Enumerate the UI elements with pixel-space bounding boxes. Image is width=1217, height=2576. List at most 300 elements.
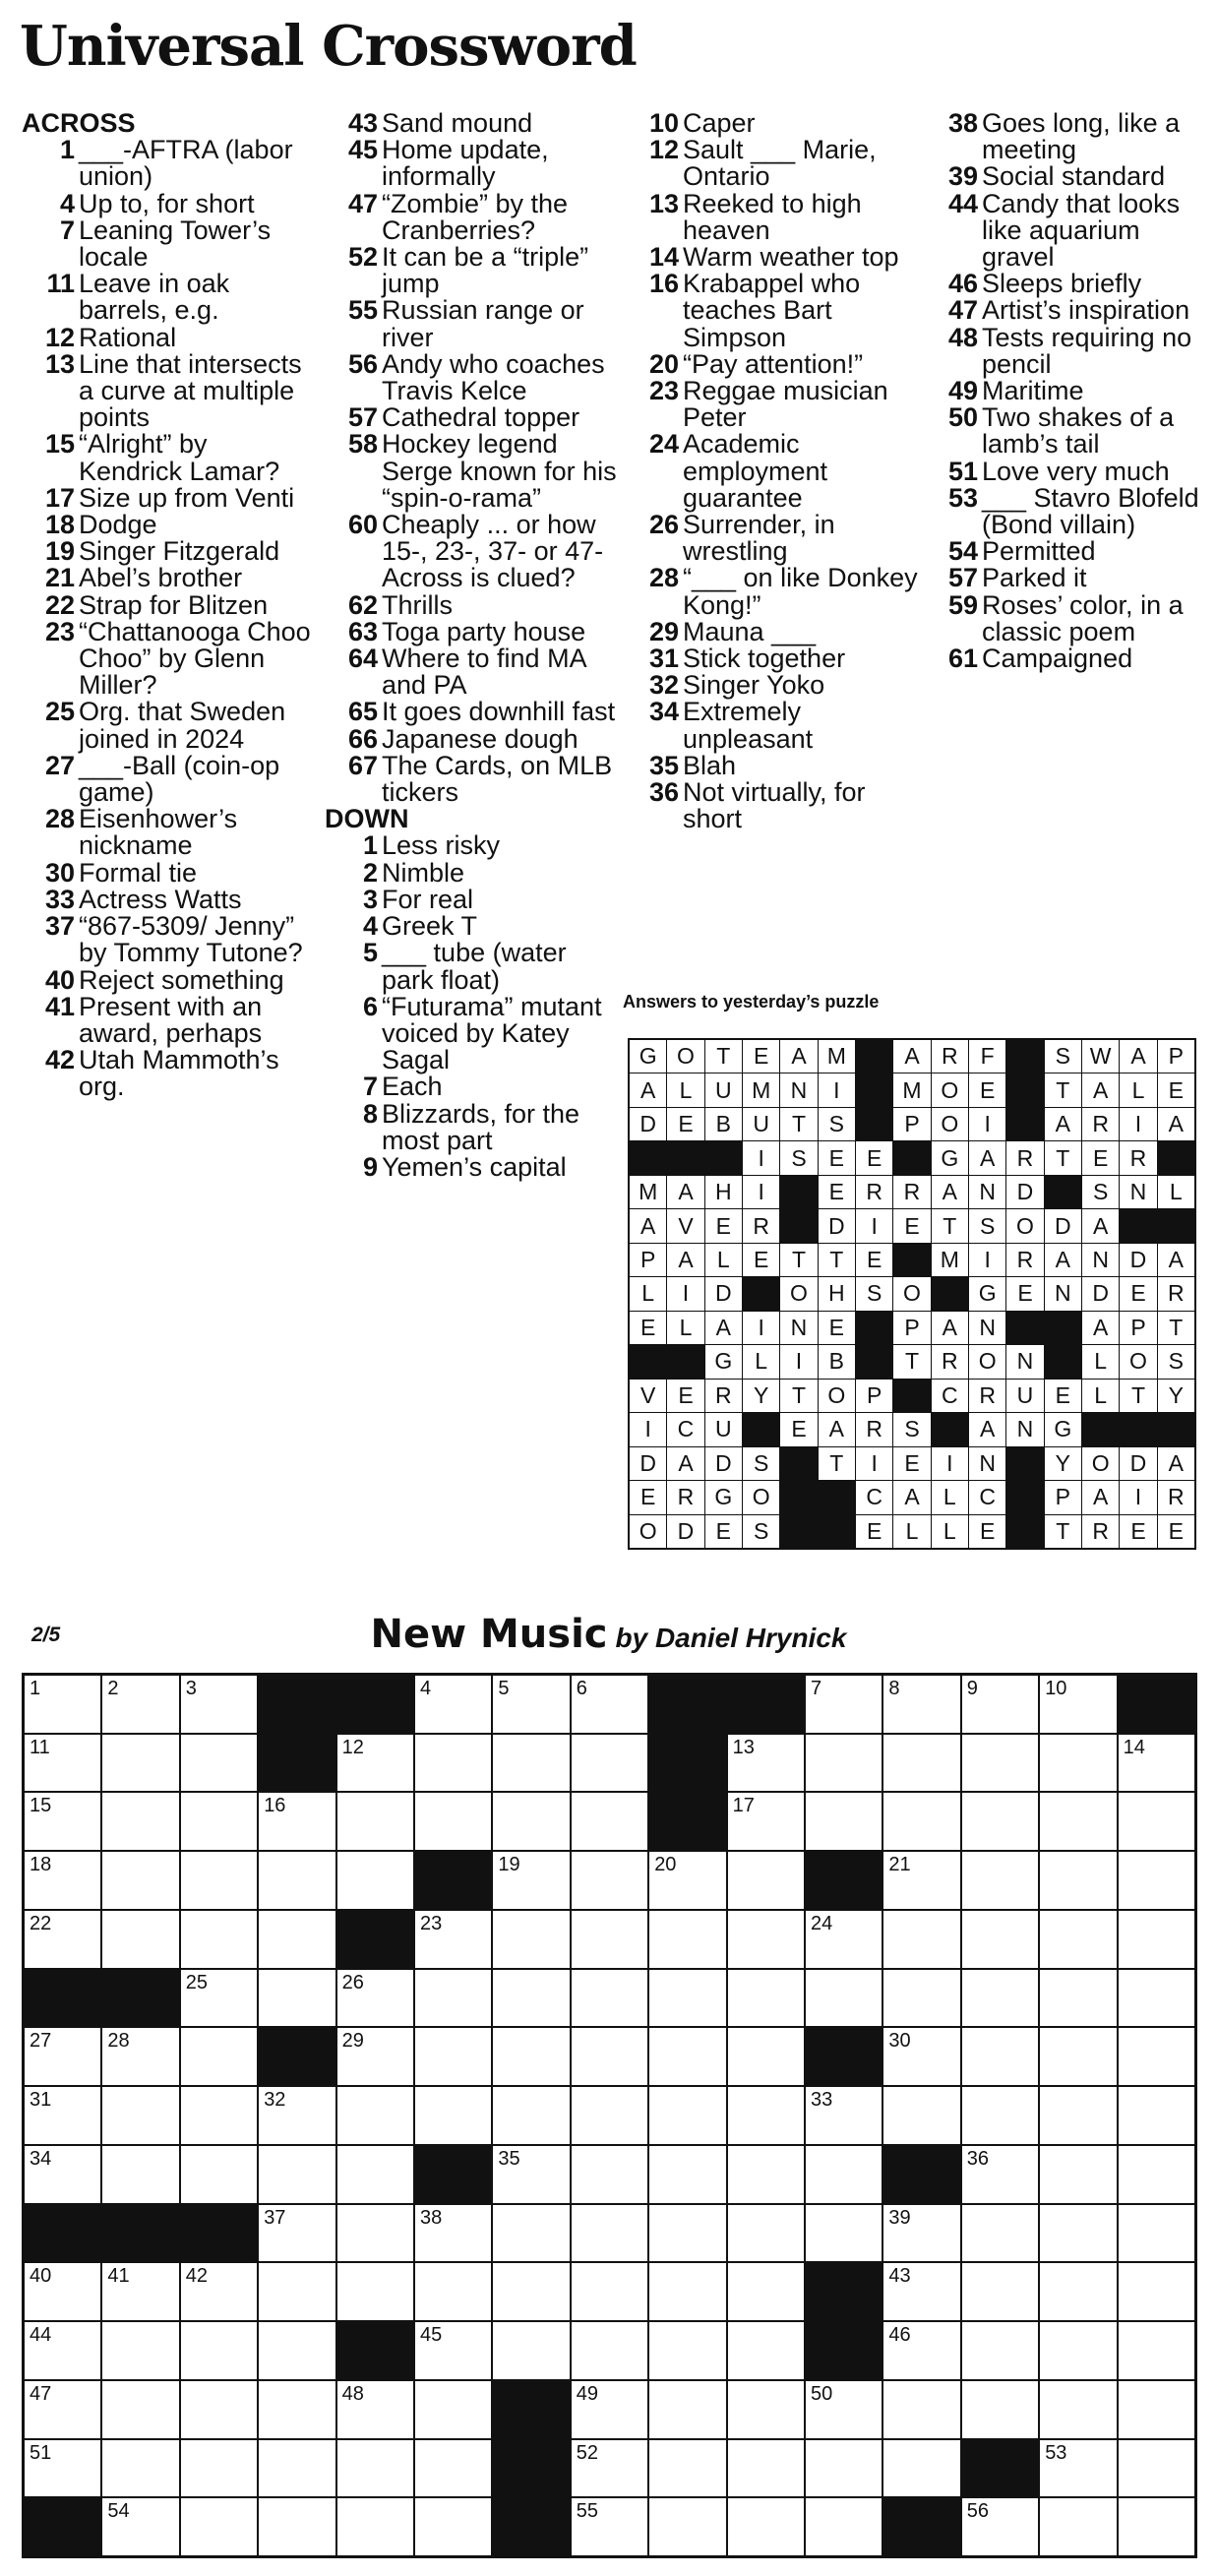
grid-cell[interactable]: [415, 1676, 491, 1733]
grid-cell[interactable]: [649, 2028, 725, 2085]
grid-cell[interactable]: [572, 1852, 647, 1909]
grid-cell[interactable]: [1040, 2263, 1116, 2320]
grid-cell[interactable]: [25, 2146, 100, 2203]
grid-cell[interactable]: [962, 2205, 1038, 2262]
grid-cell[interactable]: [415, 2498, 491, 2555]
grid-cell[interactable]: [1119, 2440, 1194, 2497]
clue-item: [22, 431, 317, 484]
grid-cell[interactable]: [1040, 1852, 1116, 1909]
grid-cell[interactable]: [806, 2440, 882, 2497]
grid-cell[interactable]: [1040, 2322, 1116, 2379]
clue-text: Blizzards, for the most part: [382, 1098, 580, 1155]
grid-cell[interactable]: [962, 2087, 1038, 2144]
grid-cell[interactable]: [649, 2087, 725, 2144]
clue-text: Not virtually, for short: [683, 777, 866, 834]
grid-cell[interactable]: [25, 2263, 100, 2320]
clue-number: 33: [44, 884, 75, 914]
clue-item: [22, 271, 317, 324]
clue-text: Leaning Tower’s locale: [79, 215, 272, 273]
grid-cell[interactable]: [883, 2205, 959, 2262]
answer-cell: S: [1158, 1345, 1194, 1378]
grid-cell[interactable]: [102, 2322, 178, 2379]
grid-cell[interactable]: [493, 1852, 569, 1909]
answer-cell: E: [743, 1040, 779, 1073]
answer-black-cell: [743, 1413, 779, 1445]
grid-cell[interactable]: [806, 1911, 882, 1968]
clue-number: 65: [347, 697, 378, 727]
grid-cell[interactable]: [1119, 2498, 1194, 2555]
grid-cell[interactable]: [728, 1970, 804, 2027]
answer-cell: I: [780, 1345, 817, 1378]
clue-text: Utah Mammoth’s org.: [79, 1045, 279, 1102]
grid-cell[interactable]: [806, 1676, 882, 1733]
grid-cell[interactable]: [259, 1970, 335, 2027]
grid-cell[interactable]: [181, 2146, 257, 2203]
grid-cell[interactable]: [259, 2087, 335, 2144]
grid-cell[interactable]: [1040, 2028, 1116, 2085]
grid-cell[interactable]: [572, 2498, 647, 2555]
clue-item: [22, 913, 317, 966]
grid-cell[interactable]: [1119, 1793, 1194, 1850]
answer-cell: A: [1082, 1209, 1119, 1242]
clue-text: Love very much: [982, 456, 1170, 486]
grid-cell[interactable]: [572, 2146, 647, 2203]
grid-cell[interactable]: [1040, 2087, 1116, 2144]
grid-cell[interactable]: [962, 2146, 1038, 2203]
grid-cell[interactable]: [102, 2498, 178, 2555]
grid-cell[interactable]: [493, 2087, 569, 2144]
grid-cell[interactable]: [572, 1676, 647, 1733]
grid-cell[interactable]: [1119, 2087, 1194, 2144]
grid-cell[interactable]: [259, 2440, 335, 2497]
grid-cell[interactable]: [415, 1793, 491, 1850]
clue-number: 31: [648, 644, 679, 674]
answer-black-cell: [780, 1515, 817, 1548]
grid-cell[interactable]: [649, 2146, 725, 2203]
answer-cell: S: [856, 1277, 892, 1310]
answer-grid: [628, 1038, 1196, 1550]
grid-cell[interactable]: [1040, 2205, 1116, 2262]
answer-cell: I: [743, 1312, 779, 1344]
grid-cell[interactable]: [1119, 2381, 1194, 2438]
grid-cell[interactable]: [649, 2440, 725, 2497]
grid-cell[interactable]: [1119, 1970, 1194, 2027]
answer-cell: A: [1082, 1312, 1119, 1344]
clue-item: [626, 512, 919, 565]
grid-cell[interactable]: [728, 2263, 804, 2320]
grid-cell[interactable]: [962, 1970, 1038, 2027]
grid-cell[interactable]: [572, 2205, 647, 2262]
grid-cell[interactable]: [102, 1852, 178, 1909]
clue-number: 4: [59, 188, 75, 218]
grid-cell[interactable]: [337, 2381, 413, 2438]
grid-cell[interactable]: [806, 1793, 882, 1850]
grid-cell[interactable]: [181, 2087, 257, 2144]
answer-cell: Y: [743, 1380, 779, 1412]
grid-cell[interactable]: [1119, 1735, 1194, 1792]
grid-cell[interactable]: [572, 2322, 647, 2379]
grid-cell[interactable]: [25, 2087, 100, 2144]
clue-number: 45: [347, 135, 378, 165]
grid-cell[interactable]: [883, 2440, 959, 2497]
answer-cell: L: [705, 1244, 742, 1276]
grid-cell[interactable]: [962, 2263, 1038, 2320]
clue-number: 7: [59, 215, 75, 245]
clue-text: Dodge: [79, 510, 157, 540]
grid-cell[interactable]: [1040, 1735, 1116, 1792]
clue-number: 64: [347, 644, 378, 674]
grid-cell[interactable]: [1119, 2205, 1194, 2262]
grid-cell-number: 21: [888, 1854, 911, 1876]
grid-cell[interactable]: [493, 1793, 569, 1850]
grid-cell[interactable]: [337, 1735, 413, 1792]
clue-item: [22, 565, 317, 591]
clue-text: Up to, for short: [79, 188, 255, 218]
grid-cell[interactable]: [728, 2498, 804, 2555]
grid-cell[interactable]: [259, 2498, 335, 2555]
grid-cell[interactable]: [572, 1911, 647, 1968]
answer-cell: L: [893, 1515, 930, 1548]
answer-cell: C: [667, 1413, 703, 1445]
grid-cell[interactable]: [337, 1793, 413, 1850]
grid-cell[interactable]: [962, 1911, 1038, 1968]
clue-text: Sault ___ Marie, Ontario: [683, 135, 877, 192]
grid-cell[interactable]: [259, 2322, 335, 2379]
grid-cell[interactable]: [337, 2205, 413, 2262]
grid-cell[interactable]: [102, 1735, 178, 1792]
grid-cell[interactable]: [259, 1911, 335, 1968]
grid-cell[interactable]: [962, 1852, 1038, 1909]
grid-black-square: [806, 2322, 882, 2379]
grid-cell[interactable]: [181, 2322, 257, 2379]
grid-cell[interactable]: [493, 1911, 569, 1968]
grid-cell[interactable]: [181, 2440, 257, 2497]
answer-cell: N: [1082, 1244, 1119, 1276]
clue-item: [325, 857, 620, 888]
grid-cell-number: 12: [341, 1736, 364, 1758]
clue-item: [325, 431, 620, 512]
grid-cell[interactable]: [806, 1735, 882, 1792]
grid-cell[interactable]: [337, 2146, 413, 2203]
grid-cell[interactable]: [102, 2263, 178, 2320]
answer-black-cell: [1158, 1209, 1194, 1242]
grid-cell[interactable]: [572, 1735, 647, 1792]
grid-cell[interactable]: [337, 2498, 413, 2555]
grid-cell[interactable]: [102, 2146, 178, 2203]
grid-cell[interactable]: [962, 2498, 1038, 2555]
grid-cell[interactable]: [728, 1735, 804, 1792]
grid-cell[interactable]: [25, 1852, 100, 1909]
answer-cell: P: [630, 1244, 666, 1276]
grid-cell[interactable]: [415, 2028, 491, 2085]
grid-cell[interactable]: [181, 2028, 257, 2085]
grid-cell[interactable]: [415, 2440, 491, 2497]
grid-cell[interactable]: [25, 2322, 100, 2379]
grid-cell[interactable]: [337, 2028, 413, 2085]
grid-cell[interactable]: [493, 1676, 569, 1733]
grid-cell[interactable]: [572, 2028, 647, 2085]
grid-cell[interactable]: [25, 1676, 100, 1733]
grid-cell[interactable]: [181, 2263, 257, 2320]
grid-cell[interactable]: [728, 2087, 804, 2144]
grid-cell[interactable]: [728, 1911, 804, 1968]
grid-cell[interactable]: [883, 2322, 959, 2379]
grid-cell[interactable]: [572, 2381, 647, 2438]
grid-cell[interactable]: [181, 1911, 257, 1968]
clue-item: [22, 806, 317, 859]
grid-cell[interactable]: [962, 2322, 1038, 2379]
answer-black-cell: [780, 1447, 817, 1480]
grid-cell[interactable]: [415, 1735, 491, 1792]
grid-cell[interactable]: [493, 1970, 569, 2027]
grid-cell[interactable]: [572, 2440, 647, 2497]
grid-cell[interactable]: [883, 1970, 959, 2027]
grid-cell-number: 52: [576, 2441, 599, 2464]
grid-cell[interactable]: [102, 2381, 178, 2438]
grid-cell[interactable]: [728, 2205, 804, 2262]
grid-cell[interactable]: [883, 1911, 959, 1968]
clue-number: 41: [44, 991, 75, 1021]
grid-cell[interactable]: [649, 1911, 725, 1968]
grid-cell[interactable]: [649, 2205, 725, 2262]
grid-cell[interactable]: [1119, 2263, 1194, 2320]
grid-cell[interactable]: [883, 1735, 959, 1792]
grid-cell[interactable]: [102, 1676, 178, 1733]
clue-item: [626, 348, 919, 379]
grid-cell[interactable]: [728, 1852, 804, 1909]
grid-cell-number: 37: [264, 2206, 286, 2229]
grid-cell[interactable]: [1119, 2322, 1194, 2379]
grid-cell[interactable]: [1040, 2146, 1116, 2203]
grid-cell[interactable]: [493, 2205, 569, 2262]
grid-cell[interactable]: [962, 1735, 1038, 1792]
grid-cell[interactable]: [181, 2498, 257, 2555]
grid-cell[interactable]: [962, 2381, 1038, 2438]
grid-cell[interactable]: [415, 2381, 491, 2438]
grid-cell[interactable]: [259, 2146, 335, 2203]
answer-cell: E: [856, 1515, 892, 1548]
clue-item: [325, 188, 620, 245]
grid-cell[interactable]: [415, 1911, 491, 1968]
grid-cell[interactable]: [102, 2028, 178, 2085]
grid-cell[interactable]: [415, 2263, 491, 2320]
grid-cell[interactable]: [649, 2498, 725, 2555]
clue-number: 47: [347, 188, 378, 218]
answer-cell: S: [1082, 1176, 1119, 1208]
clue-text: Thrills: [382, 589, 453, 620]
grid-cell[interactable]: [259, 2381, 335, 2438]
answer-cell: O: [969, 1345, 1005, 1378]
grid-cell-number: 17: [732, 1795, 755, 1817]
grid-cell[interactable]: [181, 1676, 257, 1733]
grid-cell[interactable]: [415, 1970, 491, 2027]
grid-black-square: [102, 2205, 178, 2262]
grid-cell[interactable]: [25, 2440, 100, 2497]
grid-cell-number: 24: [811, 1912, 833, 1934]
grid-black-square: [259, 1735, 335, 1792]
clue-item: [626, 779, 919, 832]
grid-cell[interactable]: [883, 1676, 959, 1733]
clue-item: [22, 482, 317, 513]
grid-cell[interactable]: [1119, 2146, 1194, 2203]
grid-cell[interactable]: [493, 2028, 569, 2085]
grid-cell[interactable]: [883, 2087, 959, 2144]
grid-cell[interactable]: [337, 2263, 413, 2320]
grid-cell[interactable]: [259, 1793, 335, 1850]
grid-cell[interactable]: [572, 1970, 647, 2027]
grid-cell[interactable]: [25, 1793, 100, 1850]
grid-cell[interactable]: [493, 2146, 569, 2203]
grid-cell[interactable]: [25, 2381, 100, 2438]
answer-cell: E: [856, 1141, 892, 1174]
grid-cell[interactable]: [181, 2381, 257, 2438]
grid-cell[interactable]: [493, 2263, 569, 2320]
grid-cell[interactable]: [181, 1735, 257, 1792]
grid-cell[interactable]: [649, 2263, 725, 2320]
grid-cell[interactable]: [1040, 2498, 1116, 2555]
grid-cell[interactable]: [493, 1735, 569, 1792]
grid-cell[interactable]: [883, 1852, 959, 1909]
grid-cell[interactable]: [572, 2263, 647, 2320]
grid-cell[interactable]: [337, 2440, 413, 2497]
clue-text: Home update, informally: [382, 135, 549, 192]
grid-cell[interactable]: [728, 2381, 804, 2438]
grid-cell[interactable]: [337, 2087, 413, 2144]
grid-cell[interactable]: [728, 1793, 804, 1850]
grid-cell[interactable]: [806, 2146, 882, 2203]
grid-cell[interactable]: [1040, 1911, 1116, 1968]
grid-cell[interactable]: [493, 2322, 569, 2379]
grid-cell[interactable]: [181, 1793, 257, 1850]
clue-item: [22, 188, 317, 218]
clue-text: For real: [382, 884, 474, 914]
clue-number: 37: [44, 911, 75, 942]
grid-cell[interactable]: [649, 1852, 725, 1909]
grid-black-square: [493, 2440, 569, 2497]
grid-cell[interactable]: [1040, 1793, 1116, 1850]
answer-black-cell: [932, 1413, 968, 1445]
grid-cell[interactable]: [415, 2087, 491, 2144]
clue-text: “867-5309/ Jenny” by Tommy Tutone?: [79, 911, 303, 968]
grid-cell[interactable]: [883, 2263, 959, 2320]
clue-number: 32: [648, 670, 679, 701]
grid-cell[interactable]: [962, 1793, 1038, 1850]
down-header: DOWN: [325, 804, 409, 834]
grid-cell[interactable]: [102, 1793, 178, 1850]
grid-cell[interactable]: [1040, 1970, 1116, 2027]
clue-number: 50: [947, 402, 978, 433]
answer-black-cell: [1006, 1447, 1043, 1480]
clue-text: Present with an award, perhaps: [79, 991, 263, 1048]
grid-cell[interactable]: [728, 2440, 804, 2497]
grid-cell-number: 5: [498, 1678, 510, 1699]
grid-cell[interactable]: [415, 2322, 491, 2379]
grid-cell[interactable]: [1040, 2440, 1116, 2497]
grid-cell[interactable]: [806, 2381, 882, 2438]
grid-black-square: [806, 2263, 882, 2320]
answer-cell: N: [969, 1447, 1005, 1480]
grid-cell[interactable]: [259, 2205, 335, 2262]
grid-cell[interactable]: [728, 2322, 804, 2379]
answer-cell: A: [1045, 1244, 1081, 1276]
grid-cell[interactable]: [259, 2263, 335, 2320]
grid-cell[interactable]: [1119, 1911, 1194, 1968]
grid-cell[interactable]: [728, 2146, 804, 2203]
grid-black-square: [181, 2205, 257, 2262]
answer-cell: R: [705, 1380, 742, 1412]
answer-cell: O: [932, 1073, 968, 1106]
grid-cell[interactable]: [806, 2087, 882, 2144]
clue-text: Rational: [79, 322, 177, 352]
grid-cell[interactable]: [337, 1852, 413, 1909]
grid-cell[interactable]: [415, 2205, 491, 2262]
grid-black-square: [649, 1676, 725, 1733]
answer-cell: A: [1158, 1244, 1194, 1276]
grid-cell[interactable]: [649, 1970, 725, 2027]
clue-number: 29: [648, 616, 679, 646]
grid-cell[interactable]: [1040, 2381, 1116, 2438]
answer-black-cell: [705, 1141, 742, 1174]
answer-cell: S: [780, 1141, 817, 1174]
answer-cell: M: [893, 1073, 930, 1106]
answer-cell: A: [667, 1447, 703, 1480]
answer-cell: A: [1158, 1447, 1194, 1480]
grid-cell[interactable]: [649, 2381, 725, 2438]
grid-cell[interactable]: [337, 1970, 413, 2027]
answer-cell: I: [856, 1447, 892, 1480]
grid-cell[interactable]: [649, 2322, 725, 2379]
grid-cell[interactable]: [1119, 2028, 1194, 2085]
grid-cell[interactable]: [102, 2440, 178, 2497]
answer-cell: E: [743, 1244, 779, 1276]
grid-cell[interactable]: [25, 2028, 100, 2085]
grid-cell[interactable]: [25, 1911, 100, 1968]
grid-cell-number: 3: [185, 1678, 197, 1699]
grid-cell-number: 54: [107, 2500, 130, 2523]
answer-cell: A: [969, 1141, 1005, 1174]
grid-cell[interactable]: [883, 2028, 959, 2085]
answer-cell: D: [1006, 1176, 1043, 1208]
grid-cell[interactable]: [883, 2381, 959, 2438]
grid-cell[interactable]: [181, 1852, 257, 1909]
grid-cell[interactable]: [25, 1735, 100, 1792]
clue-item: [325, 884, 620, 914]
clue-number: 2: [362, 857, 378, 888]
grid-cell[interactable]: [883, 1793, 959, 1850]
grid-cell[interactable]: [962, 2028, 1038, 2085]
clue-item: [325, 404, 620, 431]
grid-cell[interactable]: [1040, 1676, 1116, 1733]
grid-cell[interactable]: [962, 1676, 1038, 1733]
grid-black-square: [337, 2322, 413, 2379]
grid-cell-number: 46: [888, 2324, 911, 2347]
grid-cell[interactable]: [181, 1970, 257, 2027]
grid-cell[interactable]: [102, 1911, 178, 1968]
answer-cell: E: [856, 1244, 892, 1276]
answer-cell: I: [743, 1141, 779, 1174]
clue-number: 24: [648, 429, 679, 460]
grid-cell[interactable]: [728, 2028, 804, 2085]
grid-cell[interactable]: [572, 1793, 647, 1850]
grid-cell[interactable]: [806, 1970, 882, 2027]
grid-cell[interactable]: [1119, 1852, 1194, 1909]
grid-cell[interactable]: [806, 2498, 882, 2555]
grid-cell[interactable]: [572, 2087, 647, 2144]
answer-cell: L: [667, 1073, 703, 1106]
grid-cell[interactable]: [259, 1852, 335, 1909]
grid-cell[interactable]: [806, 2205, 882, 2262]
grid-cell[interactable]: [102, 2087, 178, 2144]
